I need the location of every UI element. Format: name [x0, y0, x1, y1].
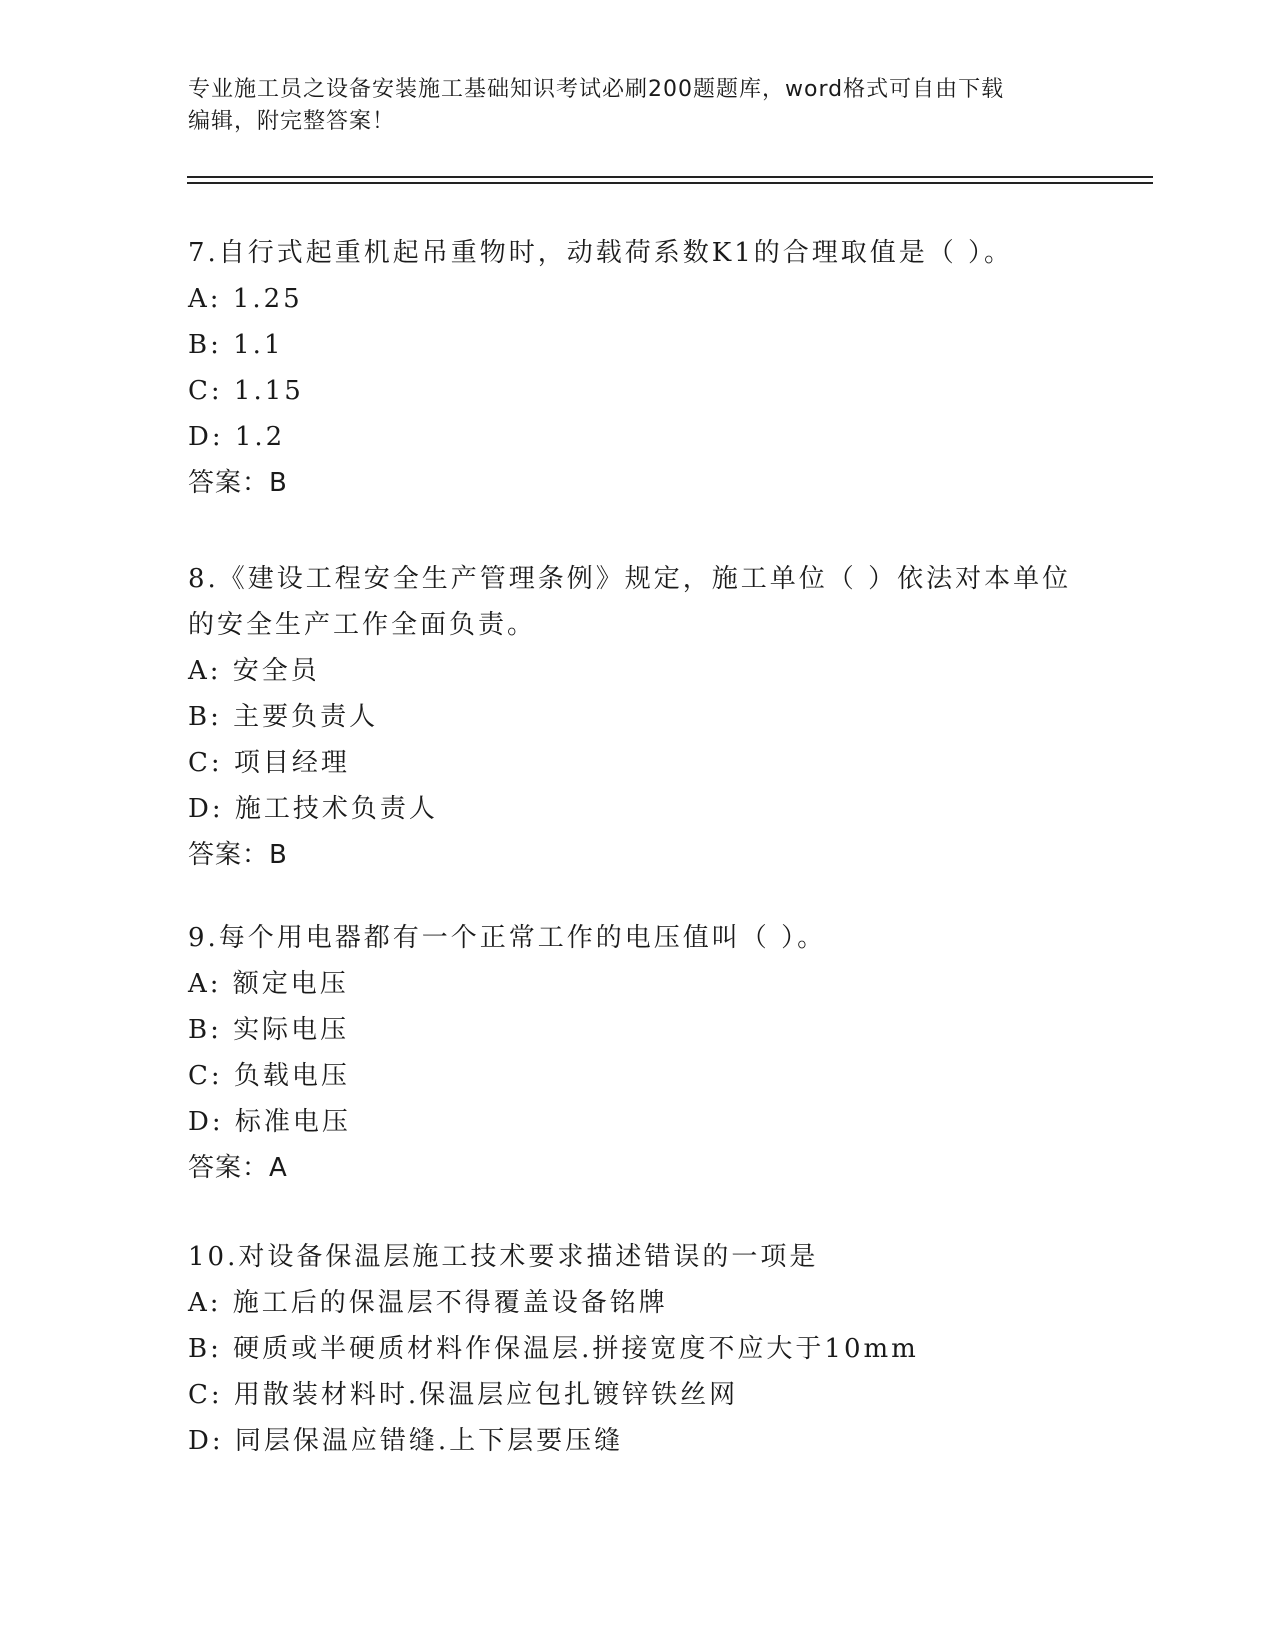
- question-7: [188, 230, 1088, 506]
- option-a: A: 1.25: [188, 284, 303, 314]
- question-stem: 7.自行式起重机起吊重物时，动载荷系数K1的合理取值是（ ）。: [188, 238, 1014, 268]
- option-d: D: 1.2: [188, 422, 286, 452]
- option-a: A: 安全员: [188, 656, 320, 686]
- header-divider-top: [187, 176, 1153, 178]
- option-c: C: 项目经理: [188, 748, 350, 778]
- question-9: [188, 915, 1088, 1191]
- header-line-1: 专业施工员之设备安装施工基础知识考试必刷200题题库，word格式可自由下载: [188, 77, 1005, 102]
- document-header: [188, 74, 1068, 138]
- option-b: B: 主要负责人: [188, 702, 379, 732]
- question-stem: 10.对设备保温层施工技术要求描述错误的一项是: [188, 1242, 819, 1272]
- option-b: B: 1.1: [188, 330, 284, 360]
- option-c: C: 1.15: [188, 376, 304, 406]
- question-stem-continued: 的安全生产工作全面负责。: [188, 610, 537, 640]
- answer: 答案：B: [188, 840, 288, 870]
- option-d: D: 同层保温应错缝.上下层要压缝: [188, 1426, 624, 1456]
- option-b: B: 硬质或半硬质材料作保温层.拼接宽度不应大于10mm: [188, 1334, 919, 1364]
- header-line-2: 编辑，附完整答案！: [188, 109, 396, 134]
- option-d: D: 标准电压: [188, 1107, 351, 1137]
- header-divider-bottom: [187, 182, 1153, 184]
- option-a: A: 额定电压: [188, 969, 349, 999]
- option-c: C: 负载电压: [188, 1061, 350, 1091]
- answer: 答案：A: [188, 1153, 288, 1183]
- question-8: [188, 556, 1088, 878]
- option-b: B: 实际电压: [188, 1015, 350, 1045]
- question-10: [188, 1234, 1088, 1464]
- question-stem: 9.每个用电器都有一个正常工作的电压值叫（ ）。: [188, 923, 827, 953]
- option-a: A: 施工后的保温层不得覆盖设备铭牌: [188, 1288, 668, 1318]
- question-stem: 8.《建设工程安全生产管理条例》规定，施工单位（ ）依法对本单位: [188, 564, 1072, 594]
- option-d: D: 施工技术负责人: [188, 794, 438, 824]
- option-c: C: 用散装材料时.保温层应包扎镀锌铁丝网: [188, 1380, 739, 1410]
- answer: 答案：B: [188, 468, 288, 498]
